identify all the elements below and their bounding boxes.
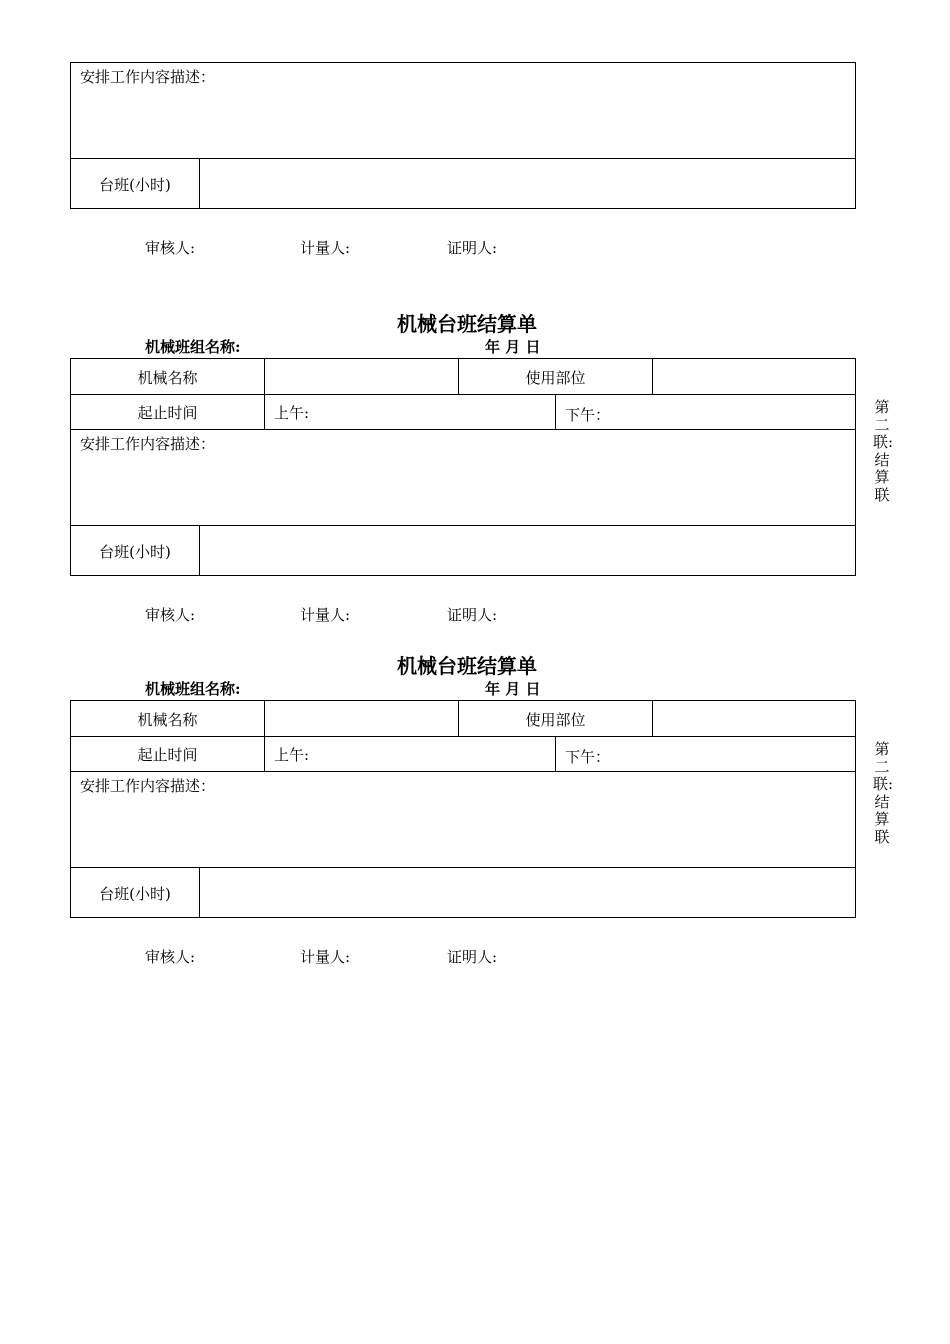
period-label: 起止时间 bbox=[137, 404, 198, 422]
copy-side-label: 第二联:结算联 bbox=[873, 398, 894, 504]
witness-label: 证明人: bbox=[447, 948, 498, 966]
machine-name-label: 机械名称 bbox=[137, 711, 198, 729]
task-description-label: 安排工作内容描述： bbox=[80, 777, 216, 795]
reviewer-label: 审核人: bbox=[145, 606, 196, 624]
shift-hours-label: 台班(小时) bbox=[99, 885, 171, 903]
shift-hours-label: 台班(小时) bbox=[99, 176, 171, 194]
team-name-label: 机械班组名称: bbox=[145, 680, 241, 698]
pm-label[interactable]: 下午： bbox=[565, 748, 611, 766]
usage-location-label: 使用部位 bbox=[525, 711, 586, 729]
col-divider bbox=[555, 394, 556, 430]
machine-name-label: 机械名称 bbox=[137, 369, 198, 387]
reviewer-label: 审核人: bbox=[145, 948, 196, 966]
task-description-area[interactable] bbox=[80, 88, 840, 154]
meter-label: 计量人: bbox=[300, 948, 351, 966]
shift-hours-label: 台班(小时) bbox=[99, 543, 171, 561]
col-divider bbox=[555, 736, 556, 772]
task-description-area[interactable] bbox=[80, 797, 840, 863]
witness-label: 证明人: bbox=[447, 606, 498, 624]
row-divider bbox=[70, 394, 856, 395]
date-label: 年 月 日 bbox=[485, 680, 541, 698]
shift-hours-field[interactable] bbox=[200, 526, 855, 575]
machine-name-field[interactable] bbox=[265, 701, 458, 736]
team-name-label: 机械班组名称: bbox=[145, 338, 241, 356]
am-label[interactable]: 上午: bbox=[274, 746, 310, 764]
usage-location-field[interactable] bbox=[653, 701, 855, 736]
meter-label: 计量人: bbox=[300, 606, 351, 624]
task-description-label: 安排工作内容描述： bbox=[80, 68, 216, 86]
row-divider bbox=[70, 771, 856, 772]
shift-hours-field[interactable] bbox=[200, 868, 855, 917]
task-description-area[interactable] bbox=[80, 455, 840, 521]
row-divider bbox=[70, 736, 856, 737]
reviewer-label: 审核人: bbox=[145, 239, 196, 257]
am-label[interactable]: 上午: bbox=[274, 404, 310, 422]
witness-label: 证明人: bbox=[447, 239, 498, 257]
copy-side-label: 第二联:结算联 bbox=[873, 740, 894, 846]
pm-label[interactable]: 下午： bbox=[565, 406, 611, 424]
period-label: 起止时间 bbox=[137, 746, 198, 764]
task-description-label: 安排工作内容描述： bbox=[80, 435, 216, 453]
row-divider bbox=[70, 429, 856, 430]
shift-hours-field[interactable] bbox=[200, 159, 855, 208]
form-title: 机械台班结算单 bbox=[397, 312, 537, 336]
meter-label: 计量人: bbox=[300, 239, 351, 257]
form-title: 机械台班结算单 bbox=[397, 654, 537, 678]
date-label: 年 月 日 bbox=[485, 338, 541, 356]
machine-name-field[interactable] bbox=[265, 359, 458, 394]
usage-location-label: 使用部位 bbox=[525, 369, 586, 387]
usage-location-field[interactable] bbox=[653, 359, 855, 394]
